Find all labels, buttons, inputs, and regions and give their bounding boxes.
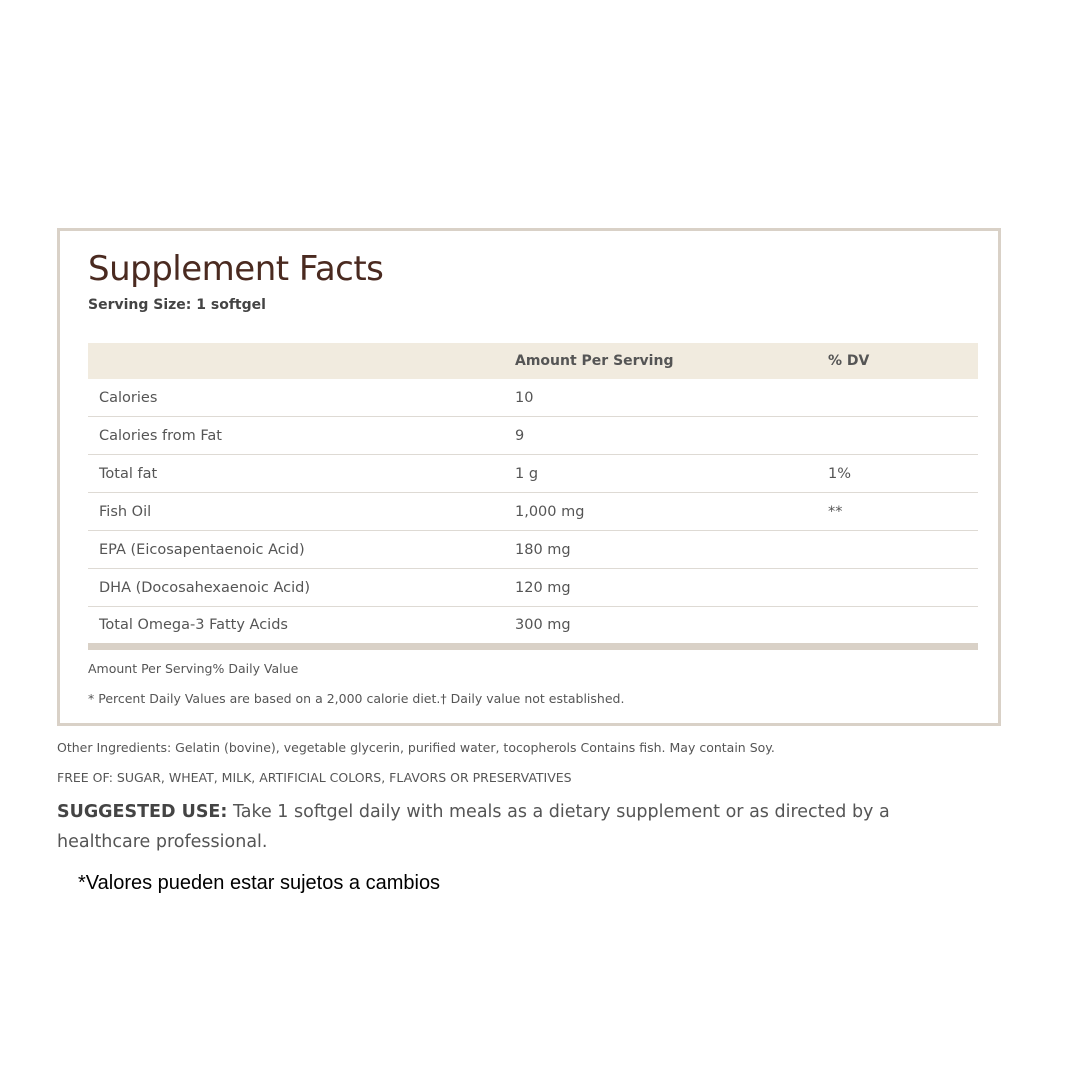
disclaimer: *Valores pueden estar sujetos a cambios [78, 872, 441, 894]
nutrient-dv [817, 531, 978, 569]
table-row [88, 569, 978, 607]
table-row [88, 455, 978, 493]
table-header-row [88, 343, 978, 379]
footnote-text: * Percent Daily Values are based on a 2,000 calorie diet.† Daily value not established. [88, 691, 625, 706]
nutrient-dv [817, 607, 978, 647]
supplement-facts-panel [57, 228, 1001, 726]
header-dv: % DV [817, 343, 978, 379]
footnote-label: Amount Per Serving% Daily Value [88, 661, 299, 676]
suggested-use-text: Take 1 softgel daily with meals as a dietary supplement or as directed by a healthcare professional. [57, 802, 890, 852]
free-of-list: FREE OF: SUGAR, WHEAT, MILK, ARTIFICIAL COLORS, FLAVORS OR PRESERVATIVES [57, 770, 572, 785]
table-row [88, 607, 978, 647]
table-row [88, 531, 978, 569]
suggested-use [57, 797, 957, 857]
nutrient-dv: ** [817, 493, 978, 531]
nutrient-name: Total Omega-3 Fatty Acids [88, 607, 504, 647]
nutrient-name: Calories [88, 379, 504, 417]
header-amount: Amount Per Serving [504, 343, 817, 379]
nutrient-name: Fish Oil [88, 493, 504, 531]
nutrient-amount: 10 [504, 379, 817, 417]
facts-title: Supplement Facts [88, 249, 384, 289]
other-ingredients: Other Ingredients: Gelatin (bovine), vegetable glycerin, purified water, tocopherols Contains fish. May contain Soy. [57, 740, 775, 755]
nutrient-dv: 1% [817, 455, 978, 493]
nutrient-amount: 1 g [504, 455, 817, 493]
nutrient-name: EPA (Eicosapentaenoic Acid) [88, 531, 504, 569]
nutrient-amount: 180 mg [504, 531, 817, 569]
suggested-use-label: SUGGESTED USE: [57, 802, 228, 822]
facts-table [88, 343, 978, 650]
table-row [88, 379, 978, 417]
nutrient-name: DHA (Docosahexaenoic Acid) [88, 569, 504, 607]
nutrient-dv [817, 569, 978, 607]
nutrient-amount: 120 mg [504, 569, 817, 607]
serving-size: Serving Size: 1 softgel [88, 297, 266, 313]
nutrient-name: Total fat [88, 455, 504, 493]
nutrient-name: Calories from Fat [88, 417, 504, 455]
table-row [88, 493, 978, 531]
nutrient-dv [817, 417, 978, 455]
nutrient-amount: 300 mg [504, 607, 817, 647]
header-nutrient [88, 343, 504, 379]
table-row [88, 417, 978, 455]
nutrient-amount: 1,000 mg [504, 493, 817, 531]
nutrient-amount: 9 [504, 417, 817, 455]
nutrient-dv [817, 379, 978, 417]
